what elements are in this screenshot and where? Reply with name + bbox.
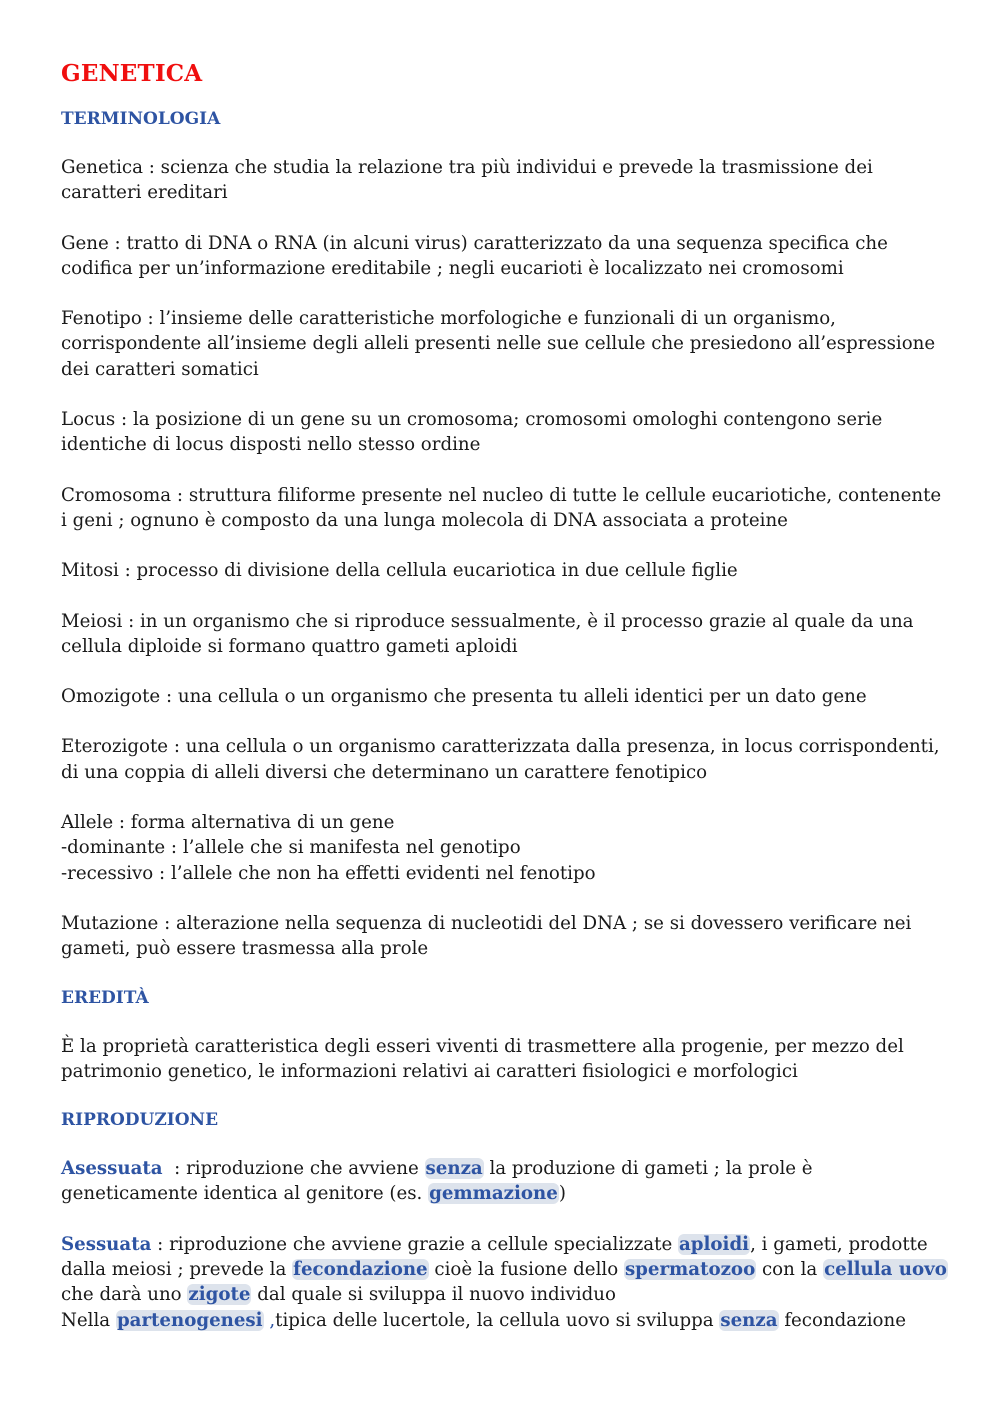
keyword-zigote: zigote <box>188 1284 251 1306</box>
partenogenesi-text-1: Nella <box>61 1309 116 1331</box>
asessuata-term: Asessuata <box>61 1158 163 1180</box>
definition-mitosi: Mitosi : processo di divisione della cellula eucariotica in due cellule figlie <box>61 560 738 582</box>
partenogenesi-text-3: tipica delle lucertole, la cellula uovo si sviluppa <box>275 1309 720 1331</box>
keyword-senza: senza <box>425 1158 483 1180</box>
section-heading-riproduzione: RIPRODUZIONE <box>61 1110 219 1131</box>
sessuata-text-6: dal quale si sviluppa il nuovo individuo <box>251 1284 616 1306</box>
asessuata-paragraph <box>61 1156 951 1207</box>
sessuata-block <box>61 1232 951 1333</box>
asessuata-text-3: ) <box>558 1183 566 1205</box>
definition-mutazione: Mutazione : alterazione nella sequenza di nucleotidi del DNA ; se si dovessero verificare nei gameti, può essere trasmessa alla prole <box>61 912 912 960</box>
keyword-senza-partenogenesi: senza <box>720 1309 778 1331</box>
definition-fenotipo: Fenotipo : l’insieme delle caratteristiche morfologiche e funzionali di un organismo, corrispondente all’insieme degli alleli presenti nelle sue cellule che presiedono all’espressione dei caratteri somatici <box>61 308 936 380</box>
sessuata-term: Sessuata <box>61 1233 152 1255</box>
section-heading-terminologia: TERMINOLOGIA <box>61 109 221 129</box>
asessuata-text-1: : riproduzione che avviene <box>162 1158 425 1180</box>
partenogenesi-comma: , <box>263 1309 276 1331</box>
definition-allele <box>61 810 951 886</box>
sessuata-paragraph <box>61 1232 951 1308</box>
sessuata-text-1: : riproduzione che avviene grazie a cellule specializzate <box>151 1233 679 1255</box>
definition-gene: Gene : tratto di DNA o RNA (in alcuni virus) caratterizzato da una sequenza specifica che codifica per un’informazione ereditabile ; negli eucarioti è localizzato nei cromosomi <box>61 232 888 279</box>
allele-line: Allele : forma alternativa di un gene <box>61 812 395 834</box>
partenogenesi-text-4: fecondazione <box>778 1309 906 1331</box>
definition-cromosoma: Cromosoma : struttura filiforme presente nel nucleo di tutte le cellule eucariotiche, contenente i geni ; ognuno è composto da una lunga molecola di DNA associata a proteine <box>61 484 942 531</box>
sessuata-text-2: , i gameti, prodotte dalla meiosi ; prevede la <box>61 1233 928 1281</box>
section-heading-eredita: EREDITÀ <box>61 987 149 1008</box>
keyword-gemmazione: gemmazione <box>429 1183 558 1205</box>
definition-omozigote: Omozigote : una cellula o un organismo che presenta tu alleli identici per un dato gene <box>61 686 867 708</box>
allele-recessivo-line: -recessivo : l’allele che non ha effetti evidenti nel fenotipo <box>61 862 596 884</box>
definition-genetica: Genetica : scienza che studia la relazione tra più individui e prevede la trasmissione dei caratteri ereditari <box>61 157 873 204</box>
definition-meiosi: Meiosi : in un organismo che si riproduce sessualmente, è il processo grazie al quale da una cellula diploide si formano quattro gameti aploidi <box>61 610 914 657</box>
definition-eterozigote: Eterozigote : una cellula o un organismo caratterizzata dalla presenza, in locus corrispondenti, di una coppia di alleli diversi che determinano un carattere fenotipico <box>61 736 940 783</box>
keyword-partenogenesi: partenogenesi <box>116 1309 263 1331</box>
eredita-paragraph: È la proprietà caratteristica degli esseri viventi di trasmettere alla progenie, per mezzo del patrimonio genetico, le informazioni relativi ai caratteri fisiologici e morfologici <box>61 1035 904 1082</box>
document-page <box>61 58 951 1333</box>
sessuata-text-4: con la <box>756 1259 824 1281</box>
keyword-cellula-uovo: cellula uovo <box>824 1259 947 1281</box>
asessuata-text-2: la produzione di gameti ; la prole è geneticamente identica al genitore (es. <box>61 1158 813 1205</box>
sessuata-text-3: cioè la fusione dello <box>428 1259 624 1281</box>
document-title: GENETICA <box>61 60 203 87</box>
sessuata-text-5: che darà uno <box>61 1284 188 1306</box>
allele-dominante-line: -dominante : l’allele che si manifesta nel genotipo <box>61 837 521 859</box>
keyword-spermatozoo: spermatozoo <box>624 1259 756 1281</box>
definition-locus: Locus : la posizione di un gene su un cromosoma; cromosomi omologhi contengono serie identiche di locus disposti nello stesso ordine <box>61 409 883 456</box>
keyword-aploidi: aploidi <box>679 1233 750 1255</box>
partenogenesi-paragraph <box>61 1308 951 1333</box>
keyword-fecondazione: fecondazione <box>293 1259 428 1281</box>
